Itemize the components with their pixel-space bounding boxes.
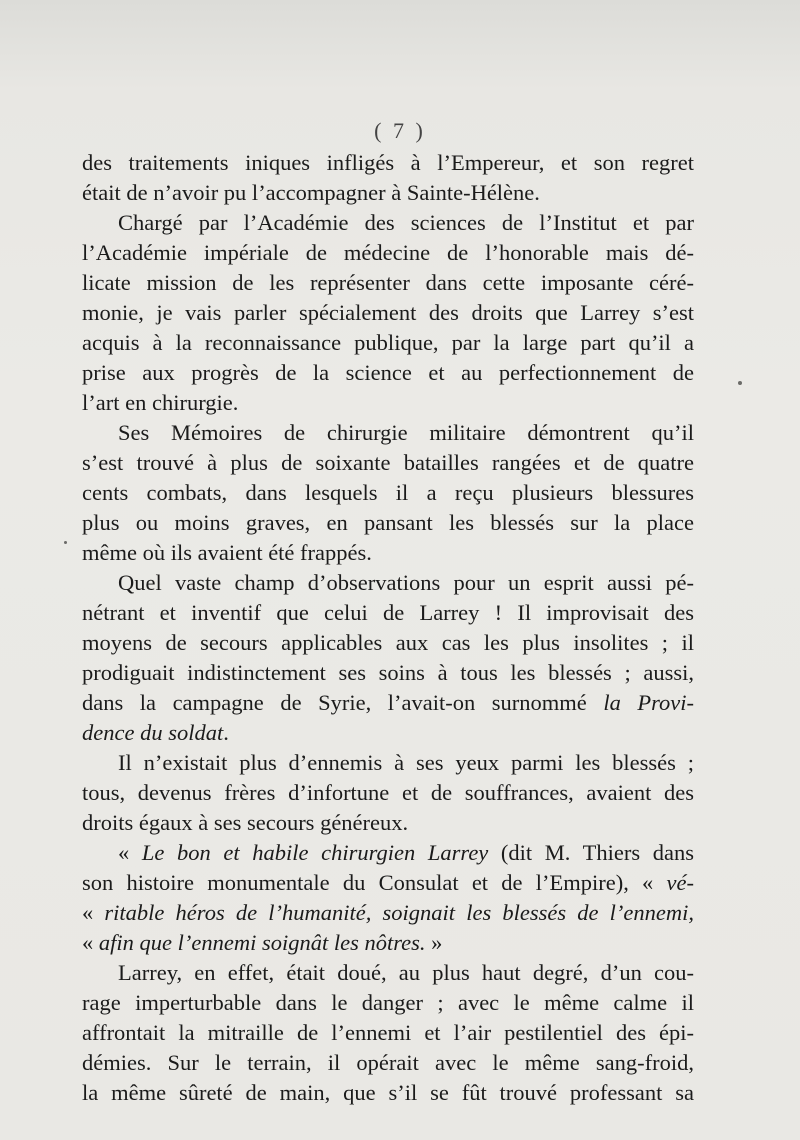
text-span: (dit M. Thiers dans (488, 840, 694, 865)
italic-span: afin que l’ennemi soignât les nôtres. (98, 930, 426, 955)
text-line: des traitements iniques infligés à l’Empereur, et son regret (82, 150, 694, 175)
text-line: même où ils avaient été frappés. (82, 540, 372, 565)
text-line: l’Académie impériale de médecine de l’honorable mais dé- (82, 240, 694, 265)
text-span: dans la campagne de Syrie, l’avait-on surnommé (82, 690, 604, 715)
paper-speck (738, 381, 742, 385)
text-line: démies. Sur le terrain, il opérait avec le même sang-froid, (82, 1050, 694, 1075)
text-span: son histoire monumentale du Consulat et de l’Empire), « (82, 870, 667, 895)
italic-span: la Provi- (603, 690, 695, 715)
text-line: cents combats, dans lesquels il a reçu plusieurs blessures (82, 480, 694, 505)
text-line (82, 868, 694, 898)
text-line: Il n’existait plus d’ennemis à ses yeux parmi les blessés ; (118, 750, 694, 775)
text-line: droits égaux à ses secours généreux. (82, 810, 409, 835)
italic-span: Le bon et habile chirurgien Larrey (141, 840, 489, 865)
text-line: l’art en chirurgie. (82, 390, 239, 415)
text-line: tous, devenus frères d’infortune et de souffrances, avaient des (82, 780, 694, 805)
text-line (82, 928, 694, 958)
text-line: Chargé par l’Académie des sciences de l’Institut et par (118, 210, 694, 235)
text-line: prodiguait indistinctement ses soins à tous les blessés ; aussi, (82, 660, 694, 685)
italic-span: dence du soldat (82, 720, 224, 745)
text-line: moyens de secours applicables aux cas les plus insolites ; il (82, 630, 694, 655)
page-number: ( 7 ) (374, 118, 426, 143)
italic-span: vé- (666, 870, 694, 895)
text-line: prise aux progrès de la science et au perfectionnement de (82, 360, 694, 385)
text-line (82, 898, 694, 928)
text-line: licate mission de les représenter dans cette imposante céré- (82, 270, 694, 295)
text-span: « (118, 840, 142, 865)
text-line: affrontait la mitraille de l’ennemi et l’air pestilentiel des épi- (82, 1020, 694, 1045)
text-line (82, 838, 694, 868)
text-line: acquis à la reconnaissance publique, par la large part qu’il a (82, 330, 694, 355)
italic-span: ritable héros de l’humanité, soignait les blessés de l’ennemi, (104, 900, 694, 925)
text-line: nétrant et inventif que celui de Larrey ! Il improvisait des (82, 600, 694, 625)
text-line: s’est trouvé à plus de soixante batailles rangées et de quatre (82, 450, 694, 475)
text-span: . (223, 720, 229, 745)
text-span: » (425, 930, 443, 955)
text-line: Quel vaste champ d’observations pour un esprit aussi pé- (118, 570, 694, 595)
text-line: la même sûreté de main, que s’il se fût trouvé professant sa (82, 1080, 694, 1105)
text-line: rage imperturbable dans le danger ; avec le même calme il (82, 990, 694, 1015)
paper-speck (64, 541, 67, 544)
text-line (82, 688, 694, 718)
text-span: « (82, 900, 105, 925)
text-line: Larrey, en effet, était doué, au plus haut degré, d’un cou- (118, 960, 694, 985)
text-line: était de n’avoir pu l’accompagner à Sainte-Hélène. (82, 180, 540, 205)
text-line: plus ou moins graves, en pansant les blessés sur la place (82, 510, 694, 535)
text-line: monie, je vais parler spécialement des droits que Larrey s’est (82, 300, 694, 325)
text-span: « (82, 930, 99, 955)
text-line: Ses Mémoires de chirurgie militaire démontrent qu’il (118, 420, 694, 445)
text-line (82, 718, 694, 748)
